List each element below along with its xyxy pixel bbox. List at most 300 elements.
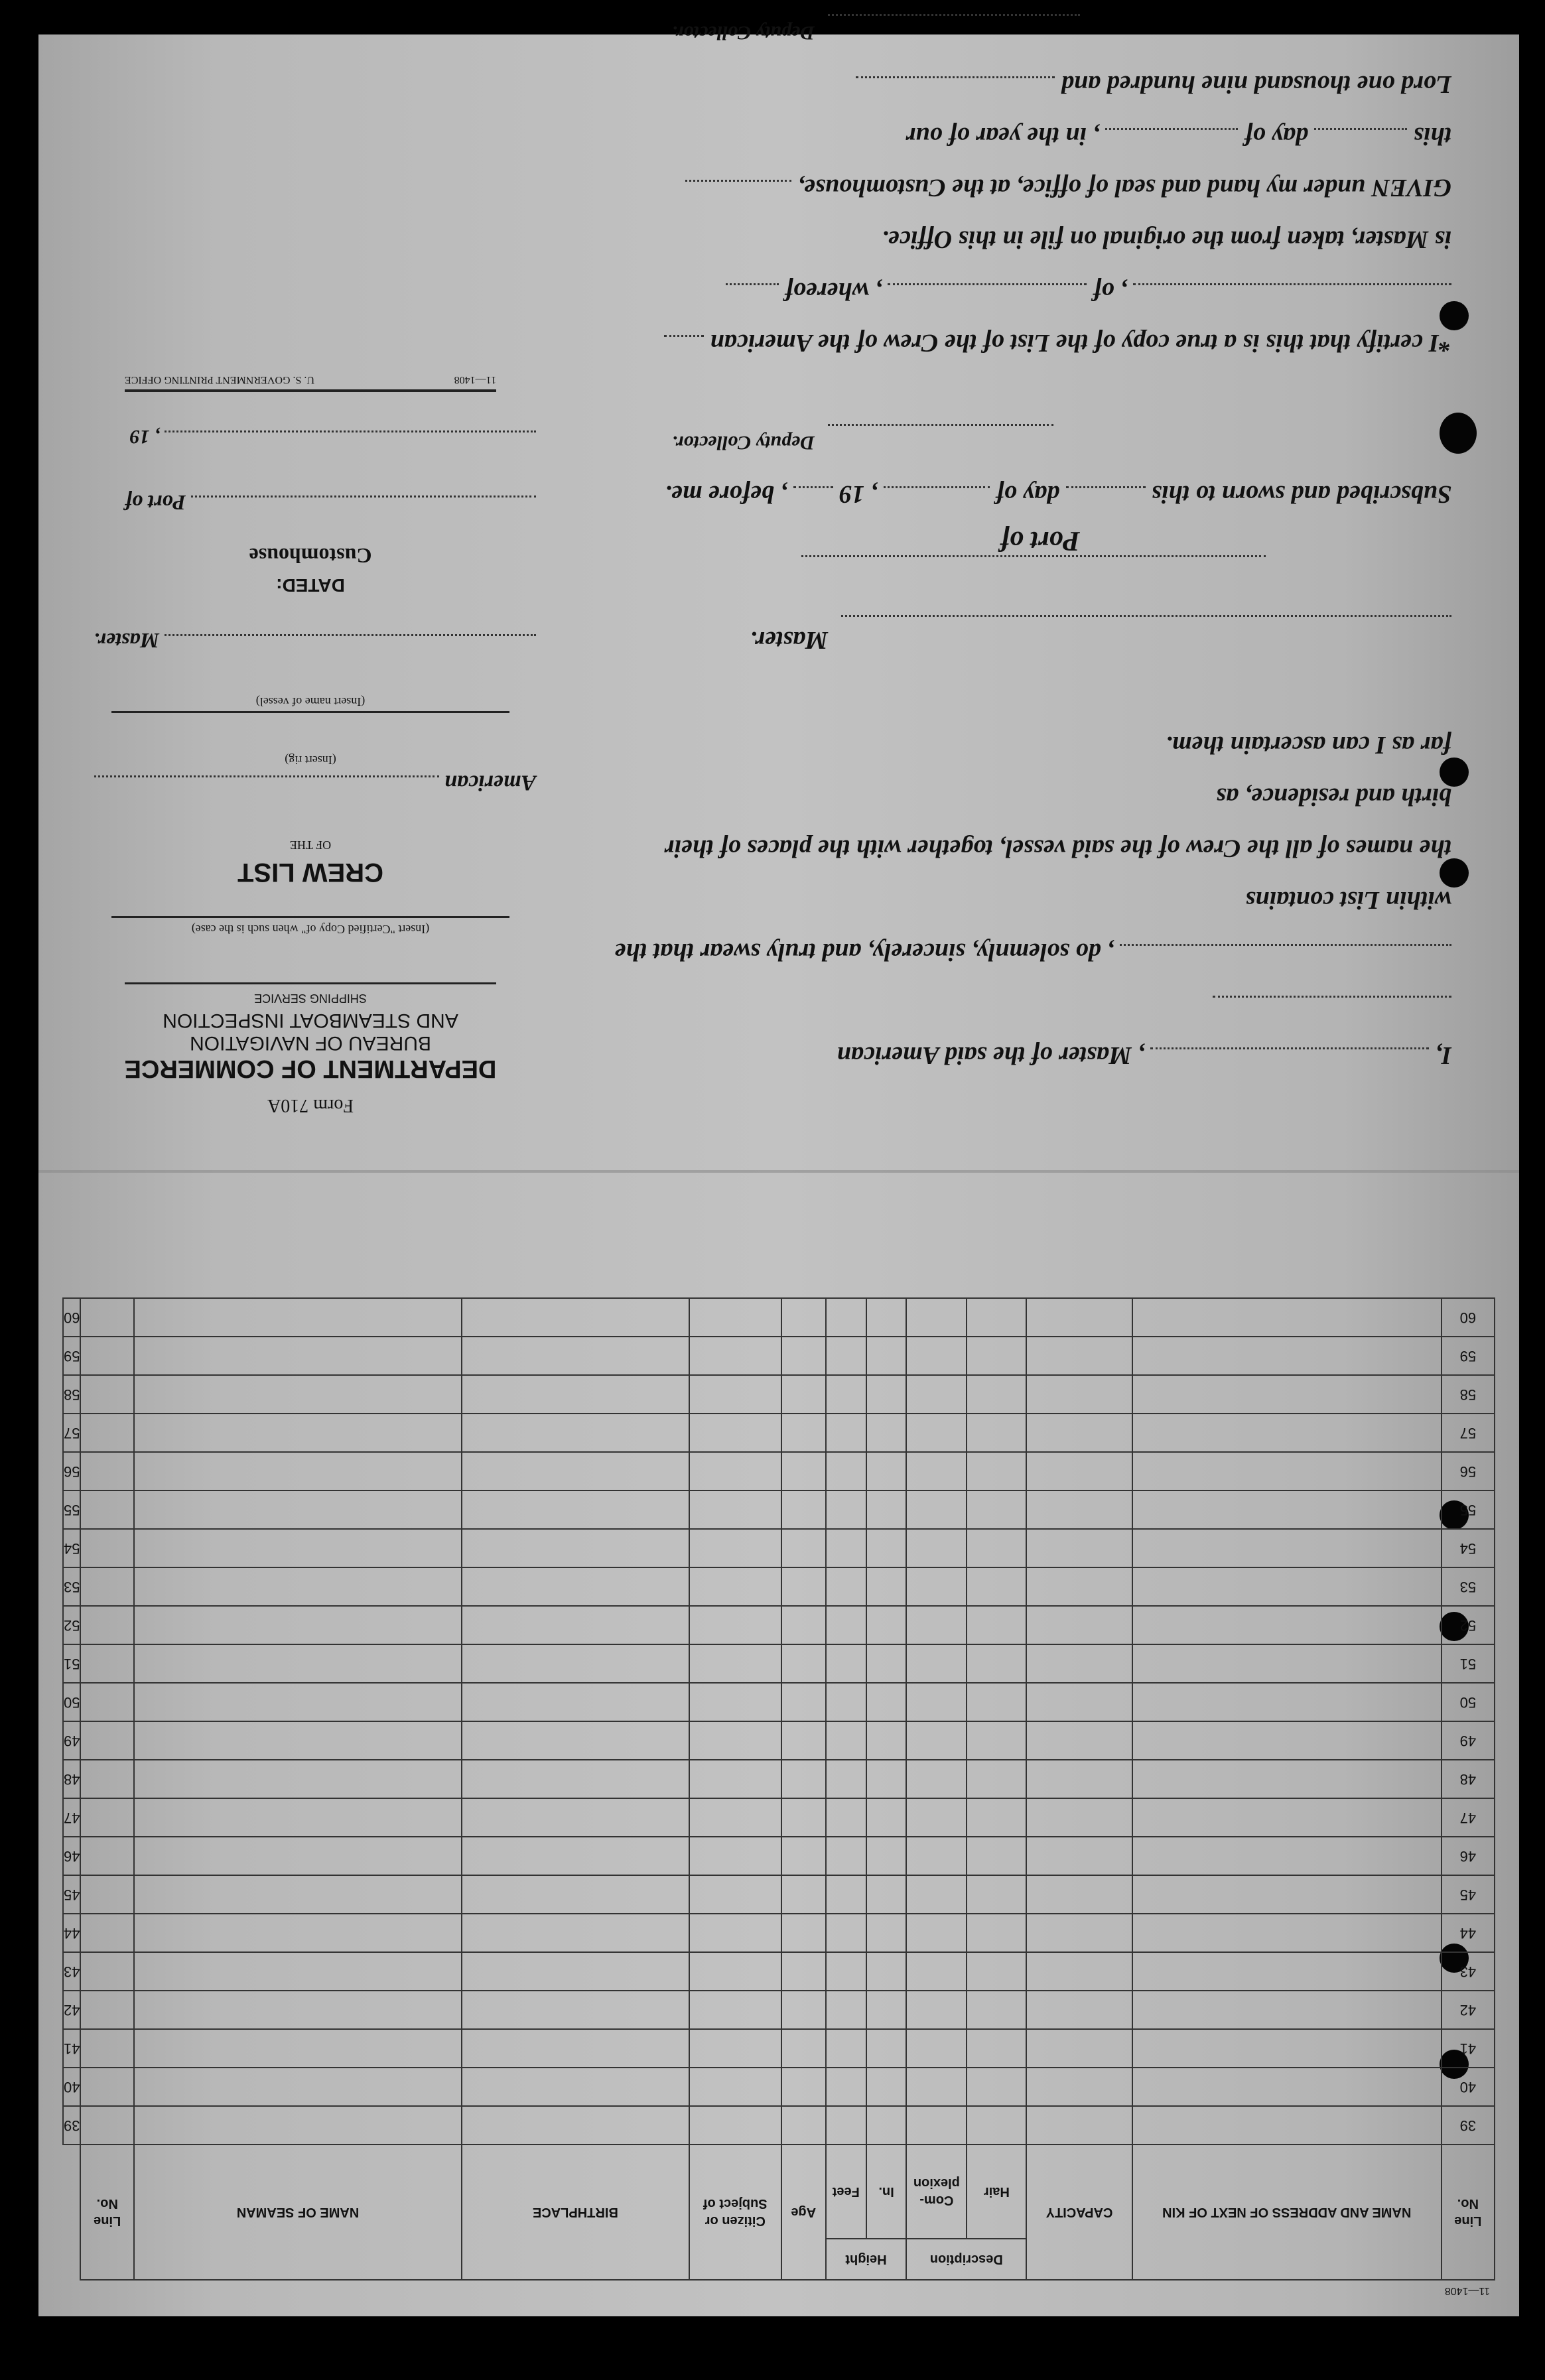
table-cell[interactable] <box>866 1529 906 1567</box>
table-cell[interactable] <box>80 1683 133 1721</box>
table-cell[interactable] <box>967 1721 1026 1760</box>
table-cell[interactable] <box>781 1875 826 1914</box>
table-cell[interactable] <box>462 1875 689 1914</box>
table-cell[interactable] <box>866 1414 906 1452</box>
table-cell[interactable] <box>967 1837 1026 1875</box>
table-cell[interactable] <box>826 1798 866 1837</box>
table-cell[interactable] <box>80 1644 133 1683</box>
table-cell[interactable] <box>80 2068 133 2106</box>
line-number-left: 56 <box>1442 1452 1495 1490</box>
table-cell[interactable] <box>967 1452 1026 1490</box>
table-cell[interactable] <box>462 2106 689 2145</box>
table-cell[interactable] <box>1132 1798 1442 1837</box>
table-cell[interactable] <box>134 1914 462 1952</box>
table-cell[interactable] <box>134 1298 462 1337</box>
table-cell[interactable] <box>1026 2029 1132 2068</box>
table-cell[interactable] <box>80 1452 133 1490</box>
table-cell[interactable] <box>781 1337 826 1375</box>
rig-blank <box>94 775 439 798</box>
table-cell[interactable] <box>80 1837 133 1875</box>
table-cell[interactable] <box>462 1914 689 1952</box>
table-cell[interactable] <box>80 1337 133 1375</box>
table-cell[interactable] <box>967 1683 1026 1721</box>
table-cell[interactable] <box>134 1452 462 1490</box>
table-cell[interactable] <box>1026 1683 1132 1721</box>
table-cell[interactable] <box>826 1952 866 1991</box>
table-cell[interactable] <box>967 1875 1026 1914</box>
cert-blank <box>888 283 1087 308</box>
table-cell[interactable] <box>781 2029 826 2068</box>
table-cell[interactable] <box>1132 2029 1442 2068</box>
table-cell[interactable] <box>781 1606 826 1644</box>
table-cell[interactable] <box>866 2106 906 2145</box>
table-cell[interactable] <box>1026 1837 1132 1875</box>
table-cell[interactable] <box>781 1760 826 1798</box>
table-cell[interactable] <box>1026 1914 1132 1952</box>
table-cell[interactable] <box>1026 1529 1132 1567</box>
table-cell[interactable] <box>906 1414 967 1452</box>
table-cell[interactable] <box>781 1683 826 1721</box>
line-number-left: 44 <box>1442 1914 1495 1952</box>
table-cell[interactable] <box>689 1721 781 1760</box>
line-number-left: 43 <box>1442 1952 1495 1991</box>
table-cell[interactable] <box>462 2068 689 2106</box>
table-cell[interactable] <box>80 1952 133 1991</box>
table-cell[interactable] <box>967 1375 1026 1414</box>
table-cell[interactable] <box>1132 1875 1442 1914</box>
table-cell[interactable] <box>906 1683 967 1721</box>
table-cell[interactable] <box>689 1414 781 1452</box>
table-cell[interactable] <box>1026 1414 1132 1452</box>
table-cell[interactable] <box>1132 1721 1442 1760</box>
col-hair: Hair <box>967 2145 1026 2239</box>
table-cell[interactable] <box>689 1644 781 1683</box>
table-cell[interactable] <box>1026 1490 1132 1529</box>
line-number-right: 55 <box>63 1490 80 1529</box>
table-cell[interactable] <box>134 1337 462 1375</box>
line-number-left: 47 <box>1442 1798 1495 1837</box>
line-number-left: 57 <box>1442 1414 1495 1452</box>
table-cell[interactable] <box>906 1991 967 2029</box>
table-cell[interactable] <box>1132 1337 1442 1375</box>
table-cell[interactable] <box>866 1375 906 1414</box>
table-cell[interactable] <box>462 1991 689 2029</box>
table-cell[interactable] <box>826 1529 866 1567</box>
table-cell[interactable] <box>134 1606 462 1644</box>
line-number-right: 51 <box>63 1644 80 1683</box>
table-cell[interactable] <box>826 1644 866 1683</box>
rule <box>125 389 496 392</box>
line-number-right: 43 <box>63 1952 80 1991</box>
table-cell[interactable] <box>1132 1414 1442 1452</box>
table-cell[interactable] <box>134 1490 462 1529</box>
col-age: Age <box>781 2145 826 2280</box>
table-cell[interactable] <box>781 2068 826 2106</box>
line-number-right: 46 <box>63 1837 80 1875</box>
table-cell[interactable] <box>1026 1337 1132 1375</box>
table-cell[interactable] <box>967 1644 1026 1683</box>
table-cell[interactable] <box>826 1837 866 1875</box>
table-cell[interactable] <box>906 1606 967 1644</box>
table-cell[interactable] <box>967 1414 1026 1452</box>
table-cell[interactable] <box>689 1760 781 1798</box>
table-cell[interactable] <box>906 1375 967 1414</box>
subscribed-row <box>609 468 1451 520</box>
table-cell[interactable] <box>906 2029 967 2068</box>
table-row <box>63 1298 1495 1337</box>
table-cell[interactable] <box>134 1991 462 2029</box>
table-row <box>63 1914 1495 1952</box>
line-number-right: 41 <box>63 2029 80 2068</box>
table-cell[interactable] <box>781 1567 826 1606</box>
table-cell[interactable] <box>462 1952 689 1991</box>
table-cell[interactable] <box>1132 1529 1442 1567</box>
table-cell[interactable] <box>134 1798 462 1837</box>
table-cell[interactable] <box>826 1414 866 1452</box>
table-cell[interactable] <box>967 1298 1026 1337</box>
table-cell[interactable] <box>462 1567 689 1606</box>
table-cell[interactable] <box>866 1952 906 1991</box>
table-cell[interactable] <box>906 1875 967 1914</box>
line-number-right: 56 <box>63 1452 80 1490</box>
table-cell[interactable] <box>781 1837 826 1875</box>
table-cell[interactable] <box>866 1567 906 1606</box>
table-cell[interactable] <box>1132 1606 1442 1644</box>
crew-table-body <box>63 1298 1495 2145</box>
table-cell[interactable] <box>134 1721 462 1760</box>
table-cell[interactable] <box>866 1606 906 1644</box>
cert-whereof: , whereof <box>785 277 882 305</box>
table-cell[interactable] <box>689 1991 781 2029</box>
table-cell[interactable] <box>80 1721 133 1760</box>
deputy-blank <box>828 424 1053 448</box>
table-cell[interactable] <box>826 2068 866 2106</box>
line-number-left: 45 <box>1442 1875 1495 1914</box>
table-cell[interactable] <box>781 1452 826 1490</box>
table-cell[interactable] <box>1026 1452 1132 1490</box>
table-cell[interactable] <box>967 1952 1026 1991</box>
table-cell[interactable] <box>1026 1644 1132 1683</box>
table-cell[interactable] <box>462 1837 689 1875</box>
table-cell[interactable] <box>80 1414 133 1452</box>
table-cell[interactable] <box>866 1721 906 1760</box>
table-cell[interactable] <box>866 1452 906 1490</box>
table-cell[interactable] <box>826 2029 866 2068</box>
table-cell[interactable] <box>462 1298 689 1337</box>
table-cell[interactable] <box>967 1529 1026 1567</box>
table-cell[interactable] <box>826 1452 866 1490</box>
table-cell[interactable] <box>462 1375 689 1414</box>
table-cell[interactable] <box>1026 2068 1132 2106</box>
table-cell[interactable] <box>134 1375 462 1414</box>
table-cell[interactable] <box>781 1298 826 1337</box>
col-height: Height <box>826 2239 907 2280</box>
table-cell[interactable] <box>967 2106 1026 2145</box>
table-cell[interactable] <box>462 1760 689 1798</box>
table-cell[interactable] <box>967 1606 1026 1644</box>
table-cell[interactable] <box>462 1721 689 1760</box>
table-cell[interactable] <box>866 1798 906 1837</box>
table-cell[interactable] <box>781 1414 826 1452</box>
port-of-label: Port of <box>1000 525 1080 556</box>
table-cell[interactable] <box>1026 1721 1132 1760</box>
table-cell[interactable] <box>826 1991 866 2029</box>
table-cell[interactable] <box>781 1914 826 1952</box>
table-cell[interactable] <box>80 1606 133 1644</box>
master-label: Master. <box>94 629 159 653</box>
table-cell[interactable] <box>866 1490 906 1529</box>
table-cell[interactable] <box>906 1644 967 1683</box>
table-cell[interactable] <box>781 1798 826 1837</box>
table-cell[interactable] <box>866 1991 906 2029</box>
table-cell[interactable] <box>967 1337 1026 1375</box>
table-cell[interactable] <box>134 1529 462 1567</box>
master-row <box>58 629 563 655</box>
table-cell[interactable] <box>781 2106 826 2145</box>
table-cell[interactable] <box>1132 1298 1442 1337</box>
table-cell[interactable] <box>781 1375 826 1414</box>
table-cell[interactable] <box>1132 1760 1442 1798</box>
deputy-row-1 <box>609 409 1451 468</box>
cert-blank <box>856 76 1055 101</box>
table-cell[interactable] <box>1026 1298 1132 1337</box>
table-cell[interactable] <box>462 1452 689 1490</box>
table-cell[interactable] <box>462 1337 689 1375</box>
table-row <box>63 1567 1495 1606</box>
table-cell[interactable] <box>906 1452 967 1490</box>
table-row <box>63 1952 1495 1991</box>
cert-text: *I certify that this is a true copy of the List of the Crew of the American <box>710 329 1451 357</box>
table-cell[interactable] <box>781 1952 826 1991</box>
table-cell[interactable] <box>1026 1760 1132 1798</box>
table-cell[interactable] <box>689 1952 781 1991</box>
printer-label: U. S. GOVERNMENT PRINTING OFFICE <box>125 373 314 385</box>
table-row <box>63 1644 1495 1683</box>
table-cell[interactable] <box>1132 1644 1442 1683</box>
line-number-left: 55 <box>1442 1490 1495 1529</box>
table-cell[interactable] <box>826 1567 866 1606</box>
table-cell[interactable] <box>1132 2068 1442 2106</box>
table-cell[interactable] <box>689 1914 781 1952</box>
table-cell[interactable] <box>906 1798 967 1837</box>
table-cell[interactable] <box>1132 1837 1442 1875</box>
table-cell[interactable] <box>689 1837 781 1875</box>
table-cell[interactable] <box>866 2029 906 2068</box>
table-cell[interactable] <box>1132 1452 1442 1490</box>
table-cell[interactable] <box>906 1721 967 1760</box>
table-cell[interactable] <box>689 2029 781 2068</box>
table-cell[interactable] <box>967 1490 1026 1529</box>
line-number-left: 54 <box>1442 1529 1495 1567</box>
table-cell[interactable] <box>826 1914 866 1952</box>
table-cell[interactable] <box>906 2068 967 2106</box>
table-cell[interactable] <box>866 1875 906 1914</box>
table-cell[interactable] <box>866 1298 906 1337</box>
table-cell[interactable] <box>1026 1991 1132 2029</box>
table-cell[interactable] <box>80 1567 133 1606</box>
table-cell[interactable] <box>462 1490 689 1529</box>
table-cell[interactable] <box>462 2029 689 2068</box>
table-cell[interactable] <box>781 1991 826 2029</box>
table-cell[interactable] <box>826 1375 866 1414</box>
table-cell[interactable] <box>689 1606 781 1644</box>
table-cell[interactable] <box>80 1914 133 1952</box>
table-cell[interactable] <box>689 1683 781 1721</box>
table-cell[interactable] <box>134 1952 462 1991</box>
table-cell[interactable] <box>689 2068 781 2106</box>
table-cell[interactable] <box>906 1490 967 1529</box>
table-cell[interactable] <box>781 1529 826 1567</box>
document-page <box>38 22 1519 2316</box>
table-cell[interactable] <box>134 1683 462 1721</box>
table-cell[interactable] <box>1026 1375 1132 1414</box>
table-cell[interactable] <box>1132 1914 1442 1952</box>
table-cell[interactable] <box>866 1644 906 1683</box>
printer-code: 11—1408 <box>454 373 496 385</box>
table-cell[interactable] <box>1132 1991 1442 2029</box>
oath-text: , do solemnly, sincerely, and truly swear that the within List contains <box>614 886 1451 966</box>
table-cell[interactable] <box>967 2029 1026 2068</box>
table-cell[interactable] <box>967 2068 1026 2106</box>
table-cell[interactable] <box>826 1337 866 1375</box>
table-cell[interactable] <box>906 1760 967 1798</box>
of-the-label: OF THE <box>289 838 332 852</box>
table-cell[interactable] <box>967 1914 1026 1952</box>
table-cell[interactable] <box>967 1991 1026 2029</box>
table-cell[interactable] <box>689 1567 781 1606</box>
line-number-left: 58 <box>1442 1375 1495 1414</box>
table-cell[interactable] <box>906 1952 967 1991</box>
table-cell[interactable] <box>1132 1567 1442 1606</box>
table-cell[interactable] <box>134 1837 462 1875</box>
table-cell[interactable] <box>1026 1606 1132 1644</box>
table-cell[interactable] <box>826 1606 866 1644</box>
table-cell[interactable] <box>689 1490 781 1529</box>
american-row <box>58 769 563 798</box>
table-cell[interactable] <box>689 1298 781 1337</box>
table-cell[interactable] <box>1026 1875 1132 1914</box>
cert-text: GIVEN under my hand and seal of office, at the Customhouse, <box>797 174 1451 202</box>
table-cell[interactable] <box>462 1529 689 1567</box>
table-cell[interactable] <box>80 1529 133 1567</box>
table-cell[interactable] <box>1132 1952 1442 1991</box>
table-cell[interactable] <box>134 2106 462 2145</box>
table-cell[interactable] <box>462 1414 689 1452</box>
col-feet: Feet <box>826 2145 866 2239</box>
table-cell[interactable] <box>134 1644 462 1683</box>
table-cell[interactable] <box>866 1683 906 1721</box>
table-cell[interactable] <box>80 2106 133 2145</box>
table-cell[interactable] <box>781 1644 826 1683</box>
table-row <box>63 1606 1495 1644</box>
deputy-row-2 <box>609 0 1451 58</box>
table-row <box>63 1721 1495 1760</box>
table-cell[interactable] <box>80 2029 133 2068</box>
table-cell[interactable] <box>80 1298 133 1337</box>
table-cell[interactable] <box>689 1337 781 1375</box>
table-cell[interactable] <box>866 1760 906 1798</box>
table-cell[interactable] <box>826 1490 866 1529</box>
table-cell[interactable] <box>689 2106 781 2145</box>
table-cell[interactable] <box>462 1798 689 1837</box>
table-cell[interactable] <box>826 1298 866 1337</box>
table-cell[interactable] <box>80 1375 133 1414</box>
table-cell[interactable] <box>906 1567 967 1606</box>
table-cell[interactable] <box>134 2068 462 2106</box>
table-cell[interactable] <box>134 1760 462 1798</box>
table-cell[interactable] <box>826 1760 866 1798</box>
table-cell[interactable] <box>906 2106 967 2145</box>
table-cell[interactable] <box>826 1683 866 1721</box>
table-cell[interactable] <box>689 1452 781 1490</box>
table-cell[interactable] <box>80 1991 133 2029</box>
table-cell[interactable] <box>462 1683 689 1721</box>
table-cell[interactable] <box>689 1529 781 1567</box>
table-cell[interactable] <box>826 1721 866 1760</box>
line-number-left: 52 <box>1442 1606 1495 1644</box>
table-cell[interactable] <box>134 1567 462 1606</box>
table-cell[interactable] <box>462 1644 689 1683</box>
table-cell[interactable] <box>134 1875 462 1914</box>
table-cell[interactable] <box>906 1529 967 1567</box>
table-cell[interactable] <box>462 1606 689 1644</box>
table-cell[interactable] <box>967 1567 1026 1606</box>
table-cell[interactable] <box>134 2029 462 2068</box>
table-cell[interactable] <box>906 1837 967 1875</box>
cert-line-2 <box>609 265 1451 317</box>
table-cell[interactable] <box>689 1375 781 1414</box>
table-cell[interactable] <box>1026 2106 1132 2145</box>
table-cell[interactable] <box>689 1875 781 1914</box>
table-row <box>63 1683 1495 1721</box>
cert-line-4 <box>609 162 1451 214</box>
line-number-left: 59 <box>1442 1337 1495 1375</box>
table-cell[interactable] <box>781 1721 826 1760</box>
table-cell[interactable] <box>80 1490 133 1529</box>
line-number-left: 46 <box>1442 1837 1495 1875</box>
table-cell[interactable] <box>826 2106 866 2145</box>
form-number: Form 710A <box>267 1095 354 1116</box>
table-cell[interactable] <box>80 1760 133 1798</box>
table-cell[interactable] <box>781 1490 826 1529</box>
table-cell[interactable] <box>1026 1952 1132 1991</box>
table-cell[interactable] <box>866 1914 906 1952</box>
line-number-right: 50 <box>63 1683 80 1721</box>
table-cell[interactable] <box>906 1337 967 1375</box>
table-cell[interactable] <box>967 1798 1026 1837</box>
subscribed-text: Subscribed and sworn to this <box>1152 480 1451 508</box>
line-number-left: 41 <box>1442 2029 1495 2068</box>
table-cell[interactable] <box>906 1914 967 1952</box>
table-cell[interactable] <box>80 1875 133 1914</box>
table-cell[interactable] <box>134 1414 462 1452</box>
table-cell[interactable] <box>906 1298 967 1337</box>
table-cell[interactable] <box>1026 1567 1132 1606</box>
table-cell[interactable] <box>689 1798 781 1837</box>
table-cell[interactable] <box>1132 1375 1442 1414</box>
table-cell[interactable] <box>1026 1798 1132 1837</box>
table-cell[interactable] <box>1132 2106 1442 2145</box>
table-cell[interactable] <box>826 1875 866 1914</box>
table-row <box>63 1452 1495 1490</box>
table-cell[interactable] <box>1132 1490 1442 1529</box>
table-cell[interactable] <box>1132 1683 1442 1721</box>
table-cell[interactable] <box>866 1837 906 1875</box>
table-cell[interactable] <box>866 2068 906 2106</box>
table-cell[interactable] <box>80 1798 133 1837</box>
table-cell[interactable] <box>866 1337 906 1375</box>
table-cell[interactable] <box>967 1760 1026 1798</box>
